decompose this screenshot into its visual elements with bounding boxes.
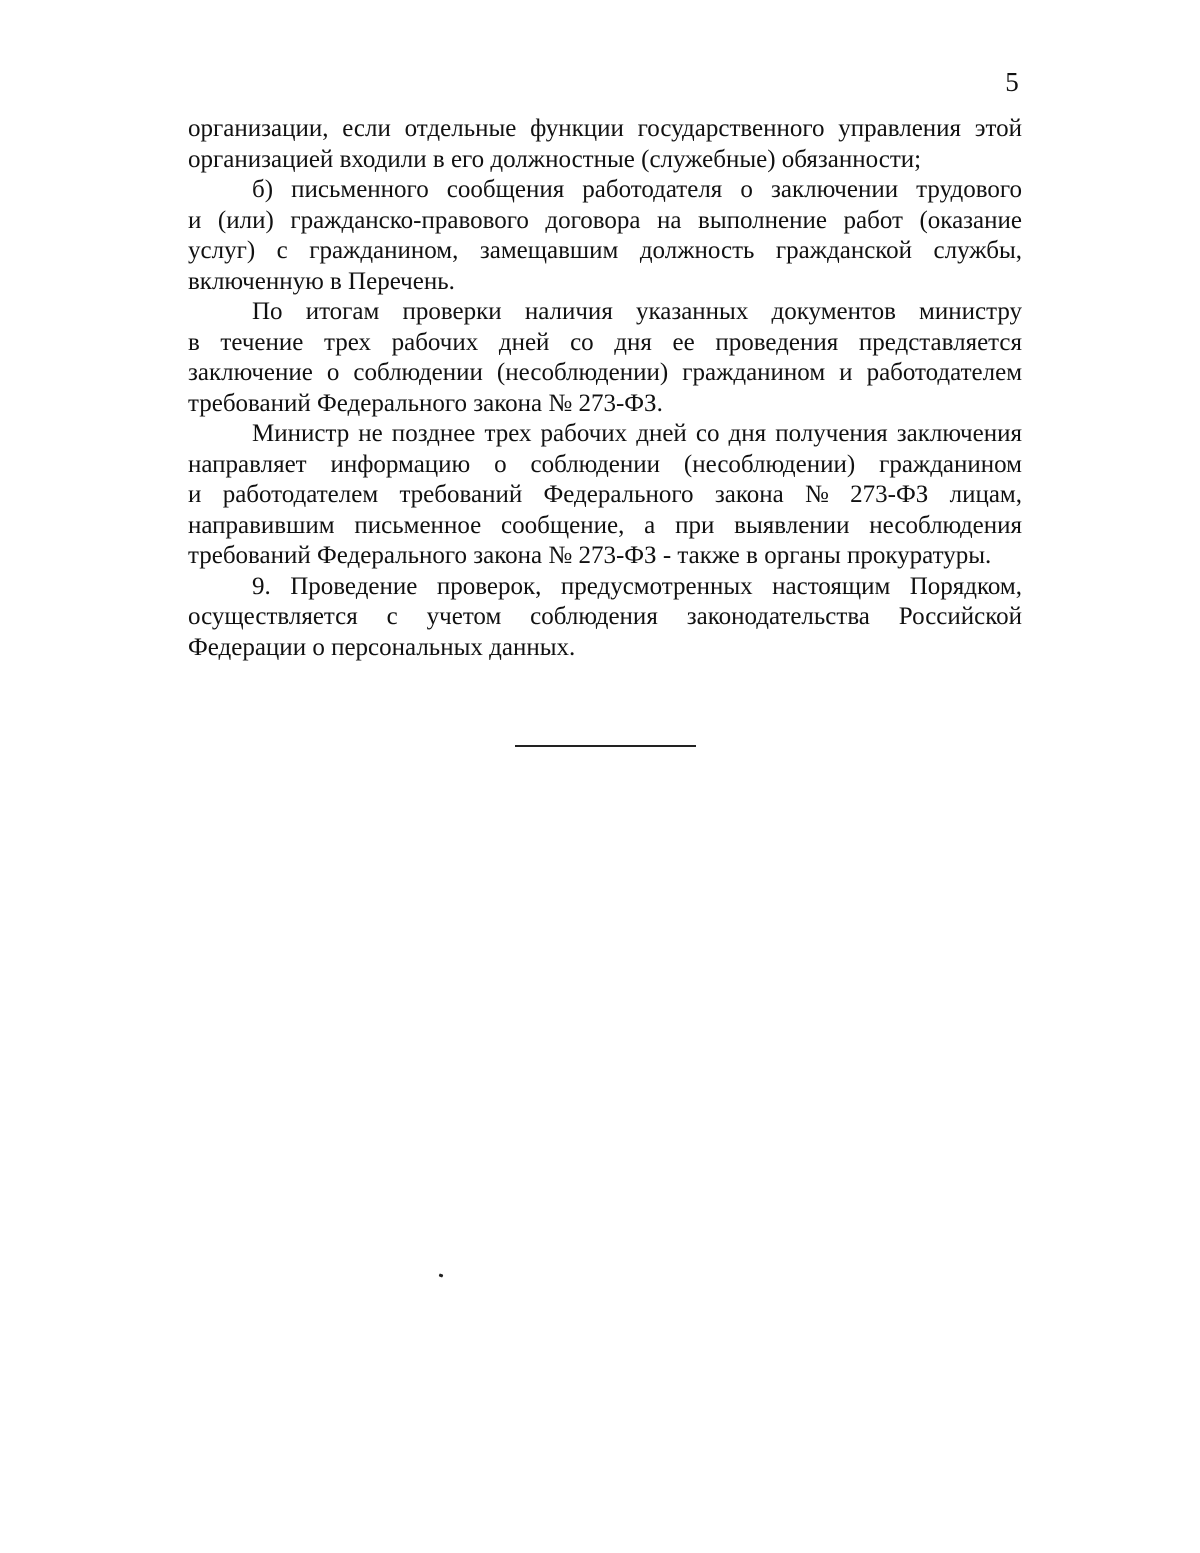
text-line: организацией входили в его должностные (служебные) обязанности; — [188, 145, 922, 173]
text-line: организации, если отдельные функции государственного управления этой — [188, 115, 1023, 142]
text-line: требований Федерального закона № 273-ФЗ. — [188, 389, 663, 417]
text-line: Федерации о персональных данных. — [188, 633, 576, 661]
text-line: услуг) с гражданином, замещавшим должность гражданской службы, — [188, 237, 1022, 264]
paragraph-item-9 — [188, 572, 1022, 664]
document-body — [188, 114, 1022, 663]
text-line: включенную в Перечень. — [188, 267, 455, 295]
text-line: и (или) гражданско-правового договора на выполнение работ (оказание — [188, 206, 1022, 234]
text-line: требований Федерального закона № 273-ФЗ - также в органы прокуратуры. — [188, 542, 992, 569]
end-separator-line — [515, 745, 696, 747]
paragraph-item-b — [188, 175, 1022, 297]
page-number: 5 — [1005, 67, 1019, 97]
text-line: осуществляется с учетом соблюдения законодательства Российской — [188, 603, 1022, 630]
text-line: По итогам проверки наличия указанных документов министру — [252, 298, 1022, 325]
text-line: заключение о соблюдении (несоблюдении) гражданином и работодателем — [188, 359, 1023, 386]
text-line: направившим письменное сообщение, а при выявлении несоблюдения — [188, 511, 1023, 539]
text-line: и работодателем требований Федерального закона № 273-ФЗ лицам, — [188, 481, 1022, 508]
text-line: б) письменного сообщения работодателя о заключении трудового — [252, 176, 1022, 203]
paragraph-continuation — [188, 114, 1022, 175]
paragraph-check-results — [188, 297, 1022, 419]
text-line: в течение трех рабочих дней со дня ее проведения представляется — [188, 328, 1023, 356]
text-line: 9. Проведение проверок, предусмотренных настоящим Порядком, — [252, 572, 1022, 600]
scan-speck — [439, 1273, 444, 1277]
text-line: направляет информацию о соблюдении (несоблюдении) гражданином — [188, 450, 1022, 478]
paragraph-minister-notice — [188, 419, 1022, 572]
text-line: Министр не позднее трех рабочих дней со дня получения заключения — [252, 420, 1022, 447]
